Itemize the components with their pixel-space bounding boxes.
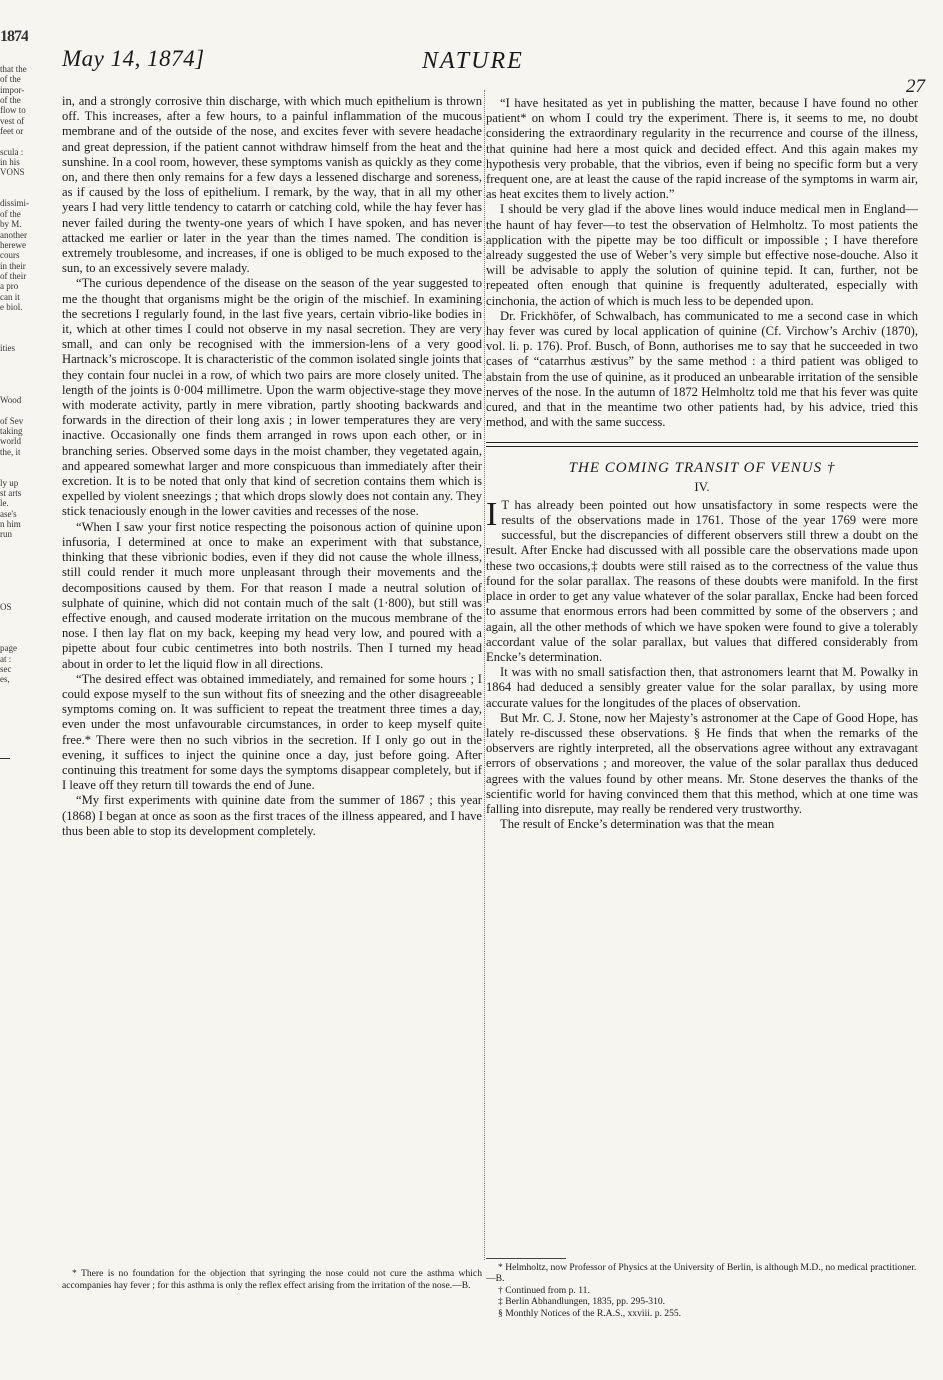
margin-fragment — [0, 612, 40, 622]
margin-fragment — [0, 819, 40, 829]
margin-fragment: dissimi- — [0, 198, 30, 209]
margin-fragment — [0, 364, 40, 374]
margin-fragment: scula : — [0, 146, 24, 157]
margin-fragment: in their — [0, 260, 26, 271]
margin-fragment: world — [0, 436, 21, 447]
margin-fragment — [0, 136, 40, 146]
margin-fragment — [0, 581, 40, 591]
margin-fragment: in his — [0, 157, 20, 168]
margin-fragment — [0, 550, 40, 560]
margin-fragment — [0, 726, 40, 736]
margin-fragment — [0, 747, 40, 757]
margin-fragment: st arts — [0, 488, 22, 499]
margin-fragment: ly up — [0, 477, 19, 488]
margin-fragment — [0, 736, 40, 746]
margin-fragment — [0, 457, 40, 467]
margin-fragment: a pro — [0, 281, 19, 292]
margin-fragment: that the — [0, 64, 27, 74]
paragraph: “I have hesitated as yet in publishing the matter, because I have found no other patient* on whom I could try the experiment. There is, it seems to me, no doubt considering the extraordinary regularity in the recurrence and course of the illness, that quinine had here a most quick and decided effect. And this again makes my hypothesis very probable, that the vibrios, even if being no specific form but a very frequent one, are at least the cause of the rapid increase of the symptoms in warm air, as heat excites them to lively action.” — [486, 96, 918, 202]
column-divider — [484, 90, 485, 1260]
margin-fragment — [0, 333, 40, 343]
margin-fragment — [0, 767, 40, 777]
margin-fragment — [0, 778, 40, 788]
paragraph: “My first experiments with quinine date from the summer of 1867 ; this year (1868) I began at once as soon as the first traces of the illness appeared, and I have thus been able to stop its development completely. — [62, 793, 482, 838]
margin-fragment: impor- — [0, 84, 25, 95]
margin-fragment — [0, 561, 40, 571]
article-title: THE COMING TRANSIT OF VENUS † — [568, 460, 836, 477]
footnote: ‡ Berlin Abhandlungen, 1835, pp. 295-310. — [498, 1296, 666, 1308]
margin-fragment: ities — [0, 343, 15, 354]
paragraph: Dr. Frickhöfer, of Schwalbach, has communicated to me a second case in which hay fever was cured by local application of quinine (Cf. Virchow’s Archiv (1870), vol. li. p. 176). Prof. Busch, of Bonn, authorises me to say that he succeeded in two cases of “catarrhus æstivus” by the same method : a third patient was obliged to abstain from the use of quinine, as it produced an unbearable irritation of the sensible nerves of the nose. In the autumn of 1872 Helmholtz told me that his fever was quite cured, and that in the meantime two other patients had, by his advice, tried this method, and with the same success. — [486, 308, 918, 430]
article-paragraph — [486, 495, 918, 665]
margin-fragment: es, — [0, 674, 10, 685]
margin-fragment: taking — [0, 426, 23, 437]
margin-fragment — [0, 374, 40, 384]
article-paragraph: The result of Encke’s determination was that the mean — [500, 817, 775, 832]
margin-fragment: of the — [0, 74, 21, 85]
footnote: § Monthly Notices of the R.A.S., xxviii. p. 255. — [498, 1307, 682, 1319]
paragraph: “The desired effect was obtained immediately, and remained for some hours ; I could expose myself to the sun without fits of sneezing and the other disagreeable symptoms coming on. It was sufficient to repeat the treatment three times a day, even under the most unfavourable circumstances, in order to keep myself quite free.* There were then no such vibrios in the secretion. If I only go out in the evening, it suffices to inject the quinine once a day, just before going. After continuing this treatment for some days the symptoms disappear completely, but if I leave off they return till towards the end of June. — [62, 671, 482, 793]
page-header — [62, 46, 925, 97]
margin-fragment — [0, 354, 40, 364]
header-date: May 14, 1874] — [62, 46, 205, 71]
margin-fragment — [0, 178, 40, 188]
right-column — [486, 96, 918, 1248]
article-paragraph: But Mr. C. J. Stone, now her Majesty’s astronomer at the Cape of Good Hope, has lately re-discussed these observations. § He finds that when the remarks of the observers are rightly interpreted, all the observations agree without any extravagant errors of observations ; and moreover, the value of the solar parallax thus deduced agrees with the values found by other means. Mr. Stone deserves the thanks of the scientific world for having convinced them that this method, which at one time was falling into disrepute, may really be rendered very trustworthy. — [486, 710, 918, 816]
margin-fragment: sec — [0, 663, 12, 674]
margin-fragment: cours — [0, 250, 20, 261]
margin-fragment — [0, 850, 40, 860]
margin-fragment: feet or — [0, 126, 24, 137]
margin-fragment — [0, 798, 40, 808]
margin-fragment: of the — [0, 95, 21, 106]
drop-cap: I — [486, 495, 498, 533]
margin-year: 1874 — [0, 28, 28, 45]
margin-fragment: another — [0, 229, 27, 240]
margin-fragment: e biol. — [0, 301, 23, 312]
margin-fragment — [0, 385, 40, 395]
margin-fragment: the, it — [0, 446, 21, 457]
margin-fragment: vest of — [0, 115, 25, 126]
left-column — [62, 94, 482, 1262]
margin-fragment — [0, 695, 40, 705]
margin-fragment: OS — [0, 601, 12, 612]
header-title: NATURE — [422, 48, 524, 74]
margin-fragment — [0, 623, 40, 633]
margin-fragment: page — [0, 643, 17, 654]
paragraph: “When I saw your first notice respecting the poisonous action of quinine upon infusoria, I determined at once to make an experiment with that substance, thinking that these vibrionic bodies, even if they did not cause the whole illness, still could render it much more unpleasant through their movements and the decompositions caused by them. For that reason I made a neutral solution of sulphate of quinine, which did not contain much of the salt (1·800), but still was effective enough, and caused moderate irritation on the mucous membrane of the nose. I then lay flat on my back, keeping my head very low, and poured with a pipette about four cubic centimetres into both nostrils. Then I turned my head about in order to let the liquid flow in all directions. — [62, 519, 482, 671]
margin-fragment — [0, 685, 40, 695]
paragraph: “The curious dependence of the disease on the season of the year suggested to me the thought that organisms might be the origin of the mischief. In examining the secretions I regularly found, in the last five years, certain vibrio-like bodies in it, which at other times I could not observe in my nasal secretion. They are very small, and can only be recognised with the immersion-lens of a very good Hartnack’s microscope. It is characteristic of the common isolated single joints that they contain four nuclei in a row, of which two pairs are more closely united. The length of the joints is 0·004 millimetre. Upon the warm objective-stage they move with moderate activity, partly in mere vibration, partly shooting backwards and forwards in the direction of their long axis ; in lower temperatures they are very inactive. Occasionally one finds them arranged in rows upon each other, or in branching series. Observed some days in the moist chamber, they vegetated again, and appeared somewhat larger and more conspicuous than immediately after their excretion. It is to be noted that only that kind of secretion contains them which is expelled by violent sneezings ; that which drops slowly does not contain any. They stick tenaciously enough in the lower cavities and recesses of the nose. — [62, 276, 482, 519]
margin-fragment — [0, 633, 40, 643]
margin-fragment: at : — [0, 653, 12, 664]
margin-fragment — [0, 840, 40, 850]
margin-fragment — [0, 323, 40, 333]
page-number: 27 — [906, 76, 925, 97]
footnote: * Helmholtz, now Professor of Physics at the University of Berlin, is although M.D., no medical practitioner.—B. — [486, 1262, 917, 1285]
article-part-number: IV. — [694, 478, 710, 494]
margin-fragment — [0, 788, 40, 798]
paragraph: in, and a strongly corrosive thin discharge, with which much epithelium is thrown off. This increases, after a few hours, to a painful inflammation of the mucous membrane and of the outside of the nose, and excites fever with severe headache and great depression, if the patient cannot withdraw himself from the heat and the sunshine. In a cool room, however, these symptoms vanish as quickly as they come on, and there then only remains for a few days a lessened discharge and soreness, as if caused by the loss of epithelium. I remark, by the way, that in all my other years I had very little tendency to catarrh or catching cold, while the hay fever has never failed during the twenty-one years of which I have spoken, and has never attacked me earlier or later in the year than the times named. The condition is extremely troublesome, and increases, if one is obliged to be much exposed to the sun, to an excessively severe malady. — [62, 94, 482, 276]
margin-rule — [0, 758, 10, 759]
margin-fragment — [0, 467, 40, 477]
margin-fragment — [0, 829, 40, 839]
margin-fragment: flow to — [0, 105, 26, 116]
footnote: * There is no foundation for the objection that syringing the nose could not cure the asthma which accompanies hay fever ; for this asthma is only the reflex effect arising from the irritation of the nose.—B. — [62, 1268, 482, 1291]
paragraph: I should be very glad if the above lines would induce medical men in England—the haunt of hay fever—to test the observation of Helmholtz. To most patients the application with the pipette may be too difficult or impossible ; I have therefore already suggested the use of Weber’s very simple but effective nose-douche. Also it will be advisable to apply the solution of quinine tepid. It can, further, not be repeated often enough that quinine is frequently adulterated, especially with cinchonia, the action of which is much less to be depended upon. — [486, 202, 918, 308]
margin-fragment — [0, 860, 40, 870]
margin-fragment — [0, 809, 40, 819]
margin-fragment — [0, 188, 40, 198]
margin-fragment — [0, 312, 40, 322]
margin-fragment — [0, 405, 40, 415]
margin-fragment: VONS — [0, 167, 25, 178]
margin-fragment: of Sev — [0, 415, 24, 426]
margin-fragment — [0, 871, 40, 881]
margin-fragment: by M. — [0, 219, 22, 230]
margin-fragment — [0, 592, 40, 602]
margin-fragment: ase's — [0, 508, 17, 519]
margin-fragment — [0, 540, 40, 550]
margin-fragment: of the — [0, 208, 21, 219]
section-separator — [486, 442, 918, 447]
margin-fragment — [0, 716, 40, 726]
margin-fragment: n him — [0, 519, 21, 530]
margin-fragment: of their — [0, 270, 27, 281]
margin-fragment — [0, 705, 40, 715]
right-footnotes — [486, 1262, 918, 1319]
margin-fragment: can it — [0, 291, 20, 302]
footnote-rule — [486, 1258, 566, 1259]
margin-fragment — [0, 571, 40, 581]
margin-fragment: run — [0, 529, 12, 540]
margin-fragment: Wood — [0, 395, 22, 405]
footnote: † Continued from p. 11. — [498, 1284, 590, 1296]
adjacent-page-margin — [0, 28, 40, 1348]
left-footnotes — [62, 1268, 482, 1291]
article-paragraph: It was with no small satisfaction then, that astronomers learnt that M. Powalky in 1864 had deduced a sensibly greater value for the solar parallax, by using more accurate values for the longitudes of the places of observation. — [486, 665, 918, 710]
margin-fragment: le. — [0, 498, 9, 509]
margin-fragment: herewe — [0, 239, 26, 250]
article-text: T has already been pointed out how unsatisfactory in some respects were the results of the observations made in 1761. Those of the year 1769 were more successful, but the discrepancies of different observers still threw a doubt on the result. After Encke had discussed with all possible care the observations made upon these two occasions,‡ doubts were still raised as to the correctness of the value thus found for the solar parallax. The reasons of these doubts were manifold. In the first place in order to get any value whatever of the solar parallax, Encke had been forced to assume that enormous errors had been committed by some of the observers ; and again, all the other methods of which we have spoken were found to give a tolerably accordant value of the solar parallax, but values that differed considerably from Encke’s determination. — [486, 497, 918, 664]
